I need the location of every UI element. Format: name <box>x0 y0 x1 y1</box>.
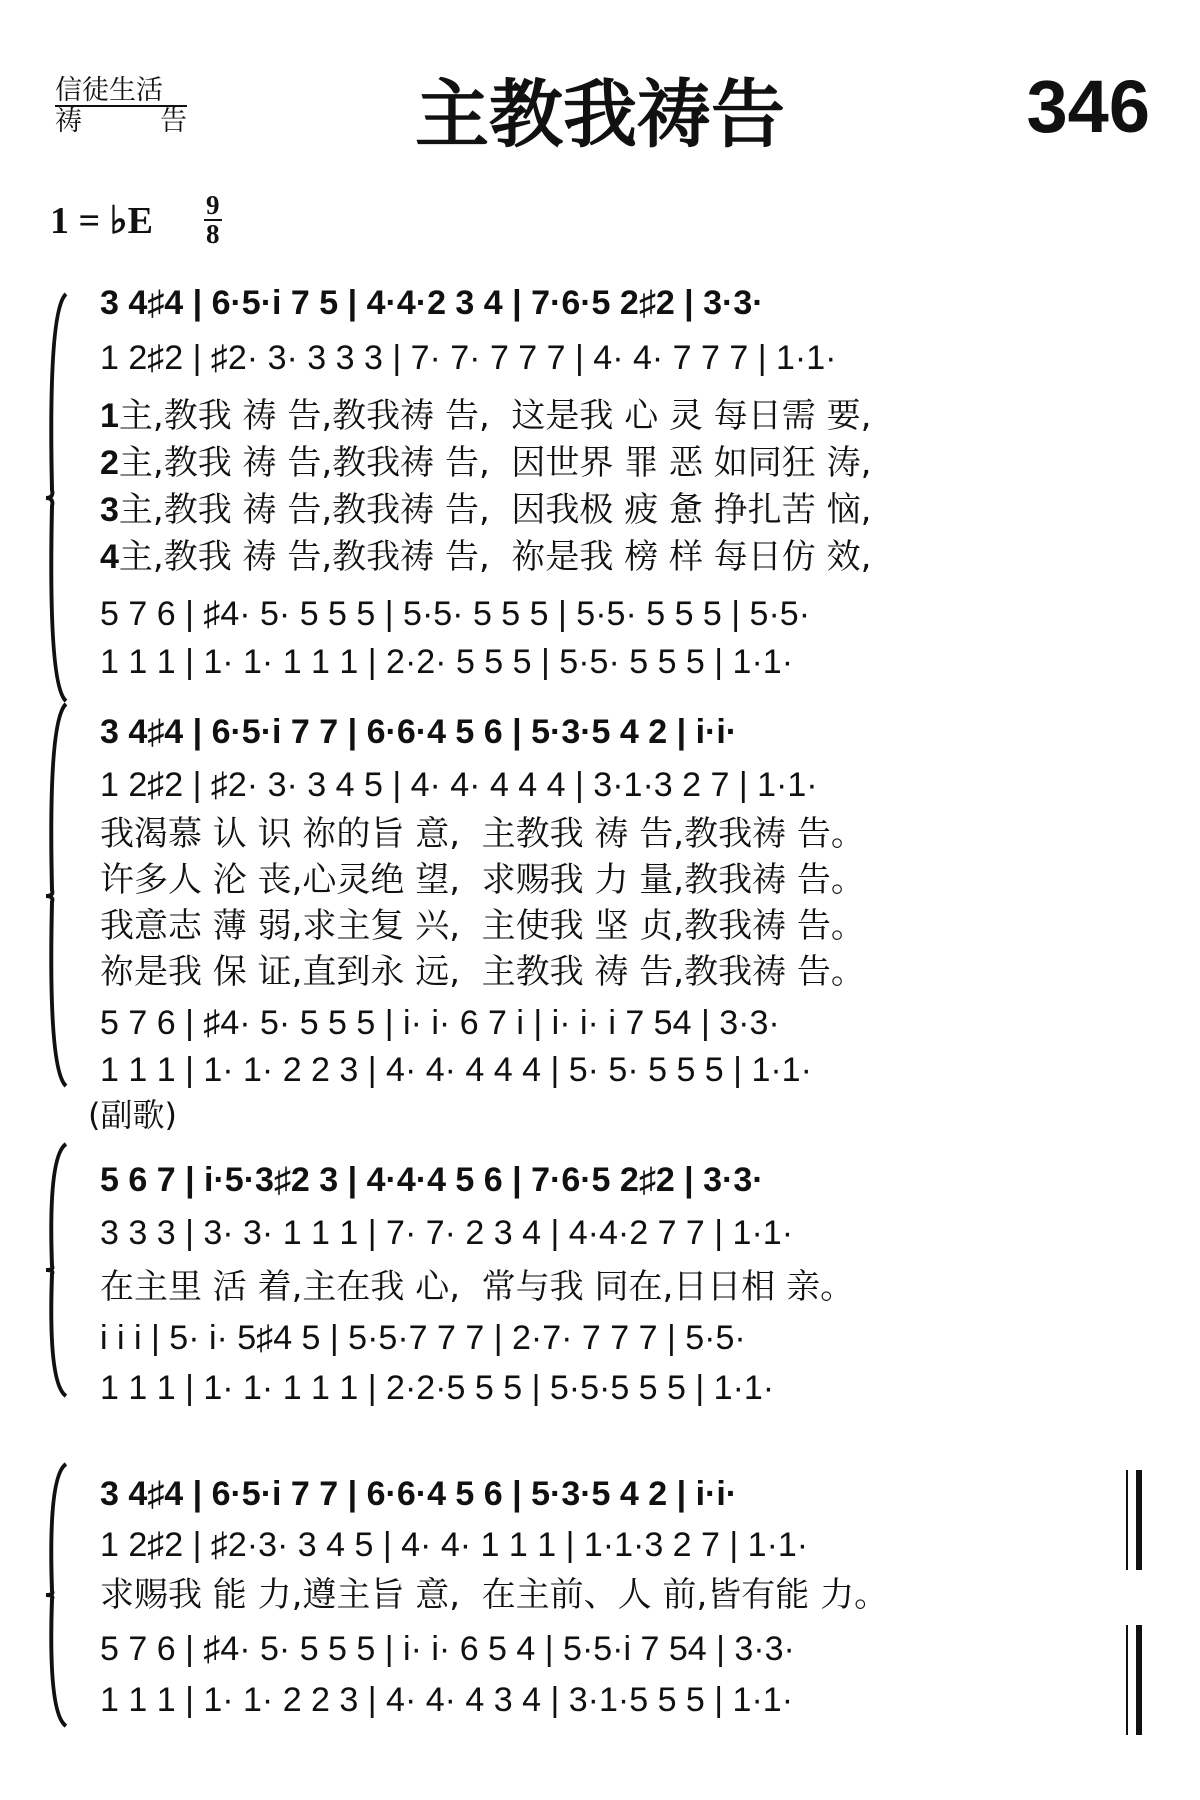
meter-top: 9 <box>206 190 220 220</box>
bass-notes: 1 1 1 | 1· 1· 2 2 3 | 4· 4· 4 4 4 | 5· 5· 5 5 5 | 1·1· <box>100 1051 812 1089</box>
tenor-notes: 5 7 6 | ♯4· 5· 5 5 5 | 5·5· 5 5 5 | 5·5· 5 5 5 | 5·5· <box>100 595 811 633</box>
lyric-line <box>100 490 871 530</box>
key-signature: 1 = ♭E <box>50 200 153 242</box>
alto-notes: 1 2♯2 | ♯2·3· 3 4 5 | 4· 4· 1 1 1 | 1·1·3 2 7 | 1·1· <box>100 1526 809 1564</box>
lyric-line <box>100 1575 888 1615</box>
soprano-notes: 3 4♯4 | 6·5·i 7 5 | 4·4·2 3 4 | 7·6·5 2♯2 | 3·3· <box>100 284 764 322</box>
soprano-notes: 3 4♯4 | 6·5·i 7 7 | 6·6·4 5 6 | 5·3·5 4 2 | i·i· <box>100 1475 738 1513</box>
lyric-line <box>100 1267 854 1307</box>
tenor-notes: 5 7 6 | ♯4· 5· 5 5 5 | i· i· 6 7 i | i· i· i 7 54 | 3·3· <box>100 1004 780 1042</box>
lyric-text: 主,教我 祷 告,教我祷 告, 因世界 罪 恶 如同狂 涛, <box>118 443 872 483</box>
verse-number: 1 <box>100 397 119 435</box>
lyric-text: 求赐我 能 力,遵主旨 意, 在主前、人 前,皆有能 力。 <box>100 1575 889 1615</box>
final-barline-thin <box>1126 1470 1128 1570</box>
system-brace <box>44 290 70 705</box>
verse-number: 2 <box>100 444 119 482</box>
alto-notes: 3 3 3 | 3· 3· 1 1 1 | 7· 7· 2 3 4 | 4·4·2 7 7 | 1·1· <box>100 1214 794 1252</box>
lyric-text: 我意志 薄 弱,求主复 兴, 主使我 坚 贞,教我祷 告。 <box>100 906 865 946</box>
lyric-line <box>100 814 865 854</box>
bass-notes: 1 1 1 | 1· 1· 1 1 1 | 2·2· 5 5 5 | 5·5· 5 5 5 | 1·1· <box>100 643 794 681</box>
category-line2-char: 告 <box>160 106 187 137</box>
final-barline <box>1136 1625 1142 1735</box>
meter-bottom: 8 <box>206 219 220 249</box>
lyric-text: 主,教我 祷 告,教我祷 告, 因我极 疲 惫 挣扎苦 恼, <box>118 490 872 530</box>
lyric-text: 主,教我 祷 告,教我祷 告, 祢是我 榜 样 每日仿 效, <box>118 537 872 577</box>
lyric-line <box>100 906 865 946</box>
hymn-title: 主教我祷告 <box>415 72 785 158</box>
soprano-notes: 3 4♯4 | 6·5·i 7 7 | 6·6·4 5 6 | 5·3·5 4 2 | i·i· <box>100 713 738 751</box>
lyric-line <box>100 537 871 577</box>
lyric-text: 祢是我 保 证,直到永 远, 主教我 祷 告,教我祷 告。 <box>100 952 865 992</box>
lyric-text: 许多人 沦 丧,心灵绝 望, 求赐我 力 量,教我祷 告。 <box>100 860 865 900</box>
lyric-text: 主,教我 祷 告,教我祷 告, 这是我 心 灵 每日需 要, <box>118 396 872 436</box>
lyric-text: 我渴慕 认 识 祢的旨 意, 主教我 祷 告,教我祷 告。 <box>100 814 865 854</box>
system-brace <box>44 1460 70 1730</box>
final-barline-thin <box>1126 1625 1128 1735</box>
time-signature <box>204 192 222 248</box>
soprano-notes: 5 6 7 | i·5·3♯2 3 | 4·4·4 5 6 | 7·6·5 2♯2 | 3·3· <box>100 1161 764 1199</box>
category-line1: 信徒生活 <box>55 76 187 107</box>
verse-number: 3 <box>100 491 119 529</box>
refrain-label: (副歌) <box>88 1096 177 1134</box>
alto-notes: 1 2♯2 | ♯2· 3· 3 4 5 | 4· 4· 4 4 4 | 3·1·3 2 7 | 1·1· <box>100 766 818 804</box>
tenor-notes: i i i | 5· i· 5♯4 5 | 5·5·7 7 7 | 2·7· 7 7 7 | 5·5· <box>100 1319 746 1357</box>
lyric-line <box>100 443 871 483</box>
lyric-line <box>100 396 871 436</box>
system-brace <box>44 1140 70 1400</box>
hymn-number: 346 <box>1026 65 1150 148</box>
verse-number: 4 <box>100 538 119 576</box>
category-line2-char: 祷 <box>55 106 82 137</box>
final-barline <box>1136 1470 1142 1570</box>
system-brace <box>44 700 70 1090</box>
lyric-text: 在主里 活 着,主在我 心, 常与我 同在,日日相 亲。 <box>100 1267 855 1307</box>
tenor-notes: 5 7 6 | ♯4· 5· 5 5 5 | i· i· 6 5 4 | 5·5·i 7 54 | 3·3· <box>100 1630 795 1668</box>
lyric-line <box>100 860 865 900</box>
bass-notes: 1 1 1 | 1· 1· 2 2 3 | 4· 4· 4 3 4 | 3·1·5 5 5 | 1·1· <box>100 1681 794 1719</box>
lyric-line <box>100 952 865 992</box>
bass-notes: 1 1 1 | 1· 1· 1 1 1 | 2·2·5 5 5 | 5·5·5 5 5 | 1·1· <box>100 1369 775 1407</box>
alto-notes: 1 2♯2 | ♯2· 3· 3 3 3 | 7· 7· 7 7 7 | 4· 4· 7 7 7 | 1·1· <box>100 339 837 377</box>
